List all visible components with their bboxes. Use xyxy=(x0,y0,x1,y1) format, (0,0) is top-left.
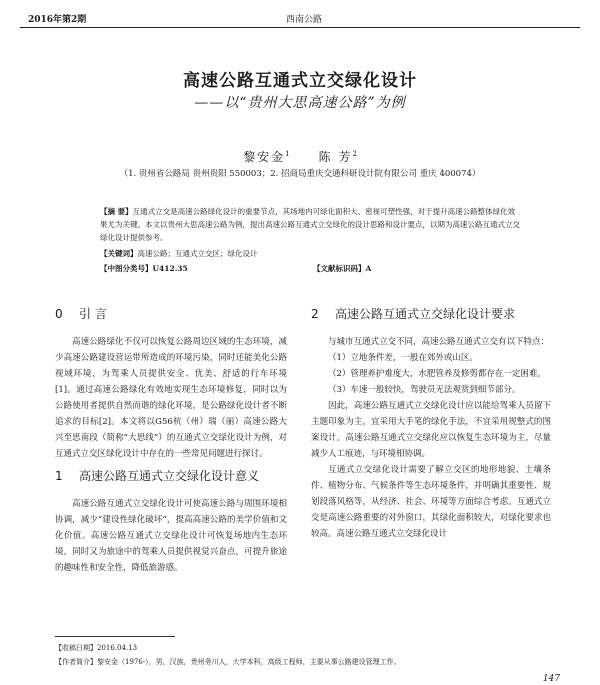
paper-title: 高速公路互通式立交绿化设计 xyxy=(183,71,417,91)
paragraph: 与城市互通式立交不同，高速公路互通式立交有以下特点： xyxy=(328,337,550,347)
section-title: 引 言 xyxy=(79,307,107,321)
keywords-text: 高速公路；互通式立交区；绿化设计 xyxy=(137,249,258,258)
section-title: 高速公路互通式立交绿化设计要求 xyxy=(335,307,516,321)
journal-name: 西南公路 xyxy=(286,15,323,25)
issue-label: 2016年第2期 xyxy=(28,15,87,25)
paragraph: 高速公路绿化不仅可以恢复公路周边区域的生态环境，减少高速公路建设营运带所造成的环境污染，同时还能美化公路视域环境，为驾乘人员提供安全、优美、舒适的行车环境[1]。通过高速公路绿化有效地实现生态环境修复，同时以为公路使用者提供自然而谐的绿化环境，是公路绿化设计者不断追求的目标[2]。本文将以G56杭（州）瑞（丽）高速公路大兴至思南段（简称“大思线”）的互通式立交绿化设计为例，对互通式立交区绿化设计中存在的一些常见问题进行探讨。 xyxy=(55,337,287,459)
footnote-rule xyxy=(55,636,175,637)
author-name: 黎安金 xyxy=(243,150,286,164)
paragraph: 互通式立交绿化设计需要了解立交区的地形地貌、土壤条件、植物分布、气候条件等生态环境条件，并明确其重要性、规划段落风格等，从经济、社会、环境等方面综合考虑。互通式立交是高速公路重要的对外窗口，其绿化面积较大，对绿化要求也较高。高速公路互通式立交绿化设计 xyxy=(311,465,551,539)
footnote-author: 【作者简介】黎安金（1976-），男，汉族，贵州务川人，大学本科，高级工程师，主要从事公路建设管理工作。 xyxy=(55,658,401,666)
doc-value: A xyxy=(365,264,372,273)
running-header xyxy=(20,12,580,26)
paper-subtitle: ——以“贵州大思高速公路”为例 xyxy=(194,95,406,111)
author-line xyxy=(0,148,600,165)
page-number: 147 xyxy=(542,674,560,684)
section-number: 1 xyxy=(55,469,63,483)
doc-code xyxy=(313,262,371,275)
section-number: 0 xyxy=(55,307,63,321)
author-sup: 2 xyxy=(352,150,357,158)
affiliation: （1. 贵州省公路局 贵州贵阳 550003；2. 招商局重庆交通科研设计院有限公司 重庆 400074） xyxy=(119,169,481,179)
abstract-label: 【摘 要】 xyxy=(100,207,133,216)
clc-value: U412.35 xyxy=(152,264,188,273)
header-rule xyxy=(20,27,580,28)
section-number: 2 xyxy=(311,307,319,321)
paragraph: 高速公路互通式立交绿化设计可使高速公路与周围环境相协调，减少“建设性绿化破坏”，提高高速公路的美学价值和文化价值。高速公路互通式立交绿化设计可恢复场地内生态环境，同时又为旅途中的驾乘人员提供视觉兴奋点，可提升旅途的趣味性和安全性，降低旅游感。 xyxy=(55,499,287,573)
left-column xyxy=(55,300,287,576)
section-heading xyxy=(55,462,287,496)
section-heading xyxy=(55,300,287,334)
right-column xyxy=(311,300,551,542)
abstract xyxy=(100,205,520,244)
section-heading xyxy=(311,300,551,334)
keywords xyxy=(100,247,520,260)
list-item: （3）车速一般较快，驾驶员无法观赏到细节部分。 xyxy=(328,385,521,395)
classification xyxy=(100,262,520,275)
author-name: 陈 芳 xyxy=(318,150,353,164)
doc-label: 【文献标识码】 xyxy=(313,264,366,273)
paragraph: 因此，高速公路互通式立交绿化设计应以能给驾乘人员留下主题印象为主，宜采用大手笔的绿化手法，不宜采用规整式的图案设计。高速公路互通式立交绿化应以恢复生态环境为主，尽量减少人工痕迹，与环境相协调。 xyxy=(311,401,551,459)
keywords-label: 【关键词】 xyxy=(100,249,138,258)
abstract-text: 互通式立交是高速公路绿化设计的重要节点，其场地内可绿化面积大、密视可塑性强，对于提升高速公路整体绿化效果尤为关键。本文以贵州大思高速公路为例，提出高速公路互通式立交绿化的设计思路和设计要点，以期为高速公路互通式立交绿化设计提供参考。 xyxy=(100,207,520,242)
footnote-received: 【收稿日期】2016.04.13 xyxy=(55,644,138,652)
list-item: （2）管理养护难度大，水肥管养及修剪都存在一定困难。 xyxy=(328,369,546,379)
section-title: 高速公路互通式立交绿化设计意义 xyxy=(79,469,260,483)
list-item: （1）立地条件差，一般在郊外或山区。 xyxy=(328,353,478,363)
clc-label: 【中图分类号】 xyxy=(100,264,153,273)
author-sup: 1 xyxy=(285,150,290,158)
